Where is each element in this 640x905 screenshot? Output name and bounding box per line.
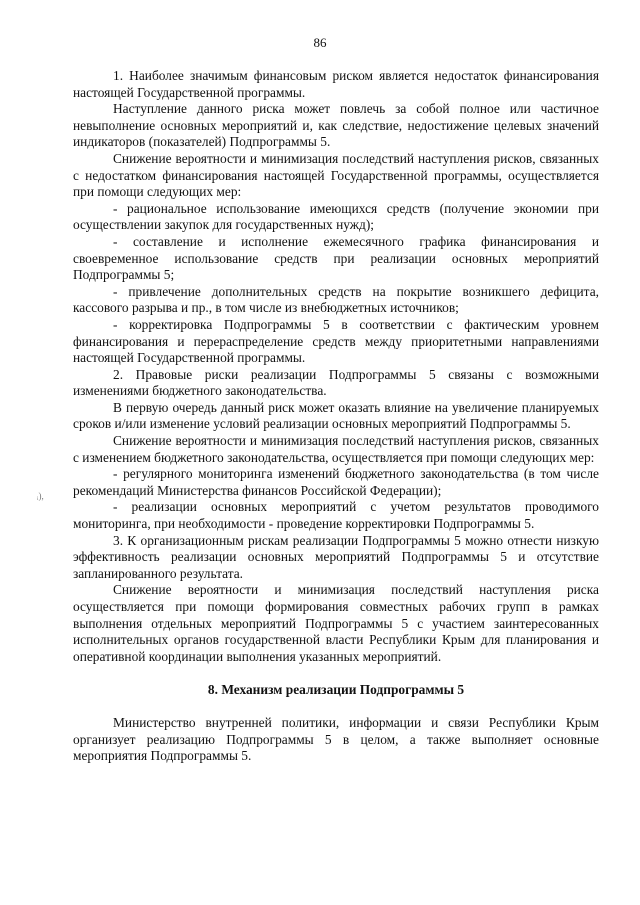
paragraph: 1. Наиболее значимым финансовым риском является недостаток финансирования настоящей Государственной программы. xyxy=(73,68,599,100)
page-body xyxy=(73,68,599,765)
paragraph: Снижение вероятности и минимизация последствий наступления рисков, связанных с изменением бюджетного законодательства, осуществляется при помощи следующих мер: xyxy=(73,433,599,465)
paragraph: Наступление данного риска может повлечь за собой полное или частичное невыполнение основных мероприятий и, как следствие, недостижение целевых значений индикаторов (показателей) Подпрограммы 5. xyxy=(73,101,599,150)
list-item: - привлечение дополнительных средств на покрытие возникшего дефицита, кассового разрыва и пр., в том числе из внебюджетных источников; xyxy=(73,283,599,316)
list-item: - рациональное использование имеющихся средств (получение экономии при осуществлении закупок для государственных нужд); xyxy=(73,200,599,233)
margin-scan-mark: ᵢ), xyxy=(37,491,44,501)
list-item: - регулярного мониторинга изменений бюджетного законодательства (в том числе рекомендаций Министерства финансов Российской Федерации); xyxy=(73,466,599,498)
paragraph: Снижение вероятности и минимизация последствий наступления рисков, связанных с недостатком финансирования настоящей Государственной программы, осуществляется при помощи следующих мер: xyxy=(73,150,599,200)
paragraph: 3. К организационным рискам реализации Подпрограммы 5 можно отнести низкую эффективность реализации основных мероприятий Подпрограммы 5 и отсутствие запланированного результата. xyxy=(73,532,599,581)
list-item: - составление и исполнение ежемесячного графика финансирования и своевременное использование средств при реализации основных мероприятий Подпрограммы 5; xyxy=(73,233,599,283)
list-item: - реализации основных мероприятий с учетом результатов проводимого мониторинга, при необходимости - проведение корректировки Подпрограммы 5. xyxy=(73,499,599,532)
page-number: 86 xyxy=(313,35,327,50)
paragraph: 2. Правовые риски реализации Подпрограммы 5 связаны с возможными изменениями бюджетного законодательства. xyxy=(73,366,599,399)
list-item: - корректировка Подпрограммы 5 в соответствии с фактическим уровнем финансирования и перераспределение средств между приоритетными направлениями настоящей Государственной программы. xyxy=(73,316,599,366)
paragraph: Министерство внутренней политики, информации и связи Республики Крым организует реализацию Подпрограммы 5 в целом, а также выполняет основные мероприятия Подпрограммы 5. xyxy=(73,714,599,764)
paragraph: Снижение вероятности и минимизация последствий наступления риска осуществляется при помощи формирования совместных рабочих групп в рамках выполнения отдельных мероприятий Подпрограммы 5 с участием заинтересованных исполнительных органов государственной власти Республики Крым для планирования и оперативной координации выполнения указанных мероприятий. xyxy=(73,582,599,664)
paragraph: В первую очередь данный риск может оказать влияние на увеличение планируемых сроков и/или изменение условий реализации основных мероприятий Подпрограммы 5. xyxy=(73,399,599,432)
section-heading: 8. Механизм реализации Подпрограммы 5 xyxy=(207,682,465,698)
